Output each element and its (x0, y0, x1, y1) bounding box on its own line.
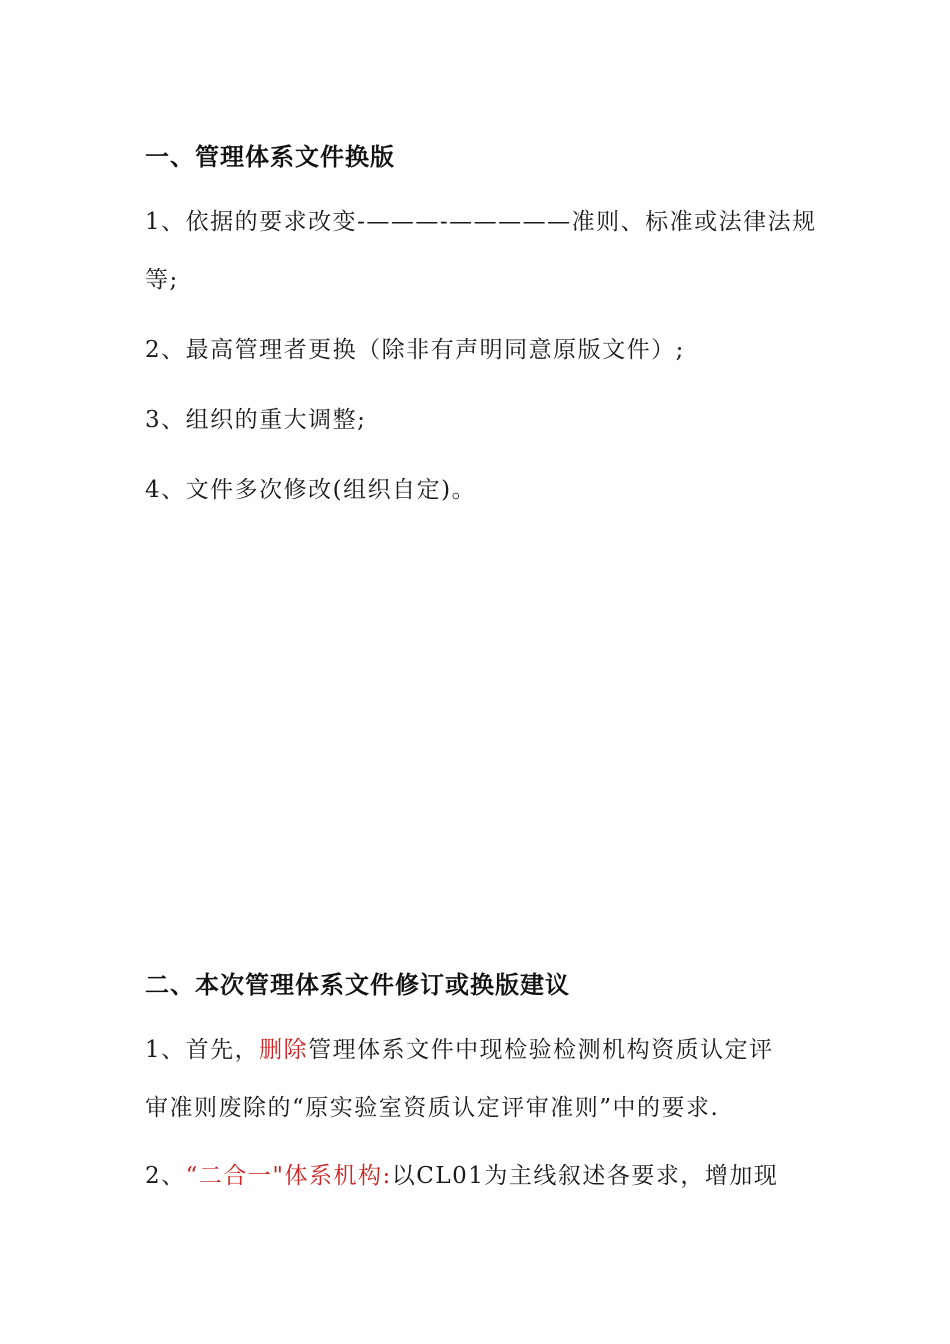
section-1-item-1-cont (145, 250, 810, 310)
section-1-item-1-line-2: 等; (145, 267, 179, 293)
section-2-item-1-prefix: 1、首先， (145, 1037, 260, 1063)
section-2-item-2-rest: 以CL01为主线叙述各要求，增加现 (391, 1163, 779, 1189)
section-1-item-2-text: 2、最高管理者更换（除非有声明同意原版文件）; (145, 337, 685, 363)
section-2-item-1-rest: 管理体系文件中现检验检测机构资质认定评 (308, 1037, 774, 1063)
section-1-item-1-line-1: 1、依据的要求改变-———-—————准则、标准或法律法规 (145, 209, 817, 235)
section-1-item-1 (145, 192, 817, 252)
section-1-heading: 一、管理体系文件换版 (145, 143, 395, 171)
section-2-heading: 二、本次管理体系文件修订或换版建议 (145, 971, 570, 999)
section-1-item-4 (145, 460, 810, 520)
section-2-item-1-highlight: 删除 (259, 1037, 309, 1063)
section-1-item-2 (145, 320, 810, 380)
section-2-item-2 (145, 1146, 810, 1206)
section-1-item-3 (145, 390, 810, 450)
section-2-item-1-cont (145, 1078, 810, 1138)
section-1-item-3-text: 3、组织的重大调整; (145, 407, 367, 433)
section-1-item-4-text: 4、文件多次修改(组织自定)。 (145, 477, 477, 503)
section-2-item-1 (145, 1020, 810, 1080)
section-2-item-2-highlight: “二合一"体系机构: (185, 1163, 392, 1189)
section-2-item-1-line-2: 审准则废除的“原实验室资质认定评审准则”中的要求. (145, 1095, 720, 1121)
section-2-item-2-prefix: 2、 (145, 1163, 186, 1189)
